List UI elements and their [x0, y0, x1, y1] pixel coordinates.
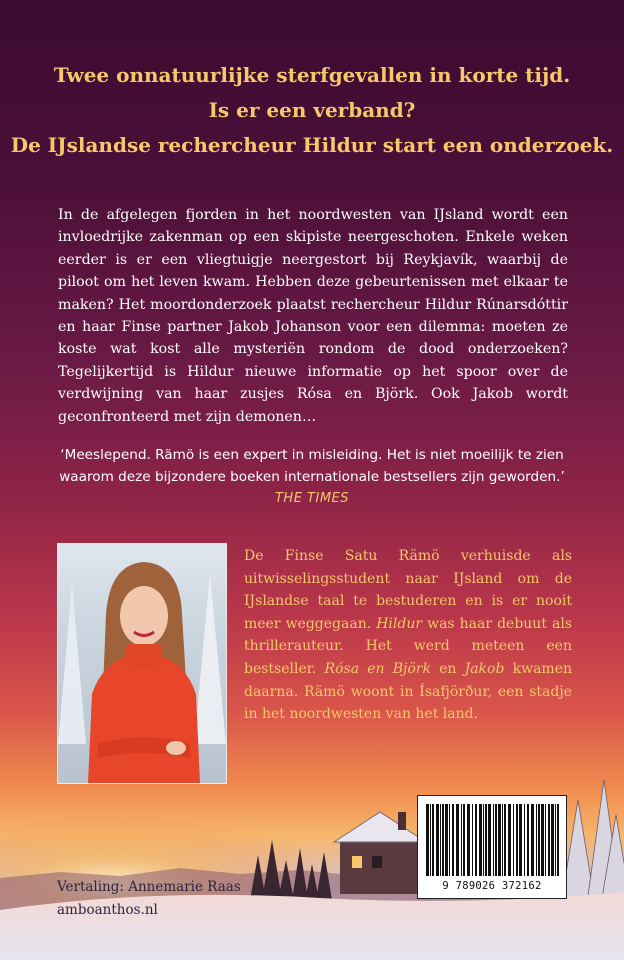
barcode-bar	[452, 804, 454, 876]
book-title-rosa-en-bjork: Rósa en Björk	[324, 660, 431, 677]
barcode-bar	[502, 804, 503, 876]
barcode-bar	[498, 804, 501, 876]
barcode-bar	[538, 804, 540, 876]
barcode-bar	[461, 804, 462, 876]
barcode-bar	[555, 804, 556, 876]
isbn-barcode	[417, 795, 567, 899]
barcode-bar	[479, 804, 482, 876]
barcode-bar	[440, 804, 441, 876]
author-portrait-image	[58, 544, 226, 783]
barcode-bar	[493, 804, 494, 876]
barcode-bar	[488, 804, 491, 876]
barcode-bar	[432, 804, 434, 876]
bio-text-3: en	[430, 660, 465, 677]
barcode-bar	[463, 804, 465, 876]
headline-line-2: Is er een verband?	[208, 98, 416, 122]
barcode-bar	[524, 804, 525, 876]
book-title-hildur: Hildur	[376, 615, 423, 632]
barcode-bar	[430, 804, 431, 876]
barcode-bar	[513, 804, 514, 876]
quote-text: ‘Meeslepend. Rämö is een expert in misleiding. Het is niet moeilijk te zien waarom deze bijzondere boeken internationale bestsellers zijn geworden.’	[59, 447, 565, 485]
barcode-bar	[548, 804, 550, 876]
barcode-bar	[545, 804, 546, 876]
barcode-bar	[472, 804, 473, 876]
barcode-bar	[449, 804, 450, 876]
headline-line-1: Twee onnatuurlijke sterfgevallen in korte tijd.	[53, 63, 571, 87]
barcode-bar	[508, 804, 511, 876]
barcode-bar	[485, 804, 487, 876]
bio-text-2: was haar debuut als thrillerauteur. Het werd meteen een bestseller.	[244, 615, 572, 677]
barcode-bar	[495, 804, 497, 876]
barcode-bar	[541, 804, 544, 876]
quote-source: THE TIMES	[274, 491, 350, 506]
publisher-website: amboanthos.nl	[57, 902, 158, 918]
isbn-digits: 9 789026 372162	[442, 880, 542, 892]
credits	[57, 876, 241, 922]
barcode-bar	[531, 804, 534, 876]
author-photo	[57, 543, 227, 784]
headline	[0, 58, 624, 163]
barcode-bar	[456, 804, 459, 876]
barcode-bar	[527, 804, 529, 876]
barcode-bar	[467, 804, 470, 876]
barcode-bar	[445, 804, 448, 876]
barcode-bar	[426, 804, 429, 876]
author-bio	[244, 545, 572, 726]
barcode-bar	[483, 804, 484, 876]
barcode-bar	[551, 804, 554, 876]
barcode-bar	[516, 804, 518, 876]
barcode-bar	[536, 804, 537, 876]
headline-line-3: De IJslandse rechercheur Hildur start een onderzoek.	[10, 133, 614, 157]
translator-credit: Vertaling: Annemarie Raas	[57, 879, 241, 895]
bio-text-4: kwamen daarna. Rämö woont in Ísafjörður, een stadje in het noordwesten van het land.	[244, 660, 573, 723]
barcode-bars-icon	[418, 796, 566, 880]
bio-text-1: De Finse Satu Rämö verhuisde als uitwisselingsstudent naar IJsland om de IJslandse taal te bestuderen en is er nooit meer weggegaan.	[244, 548, 572, 632]
barcode-bar	[475, 804, 477, 876]
review-quote	[40, 444, 584, 510]
book-title-jakob: Jakob	[464, 660, 505, 677]
barcode-bar	[436, 804, 439, 876]
barcode-bar	[557, 804, 559, 876]
blurb-text: In de afgelegen fjorden in het noordwesten van IJsland wordt een invloedrijke zakenman op een skipiste neergeschoten. Enkele weken eerder is er een vliegtuigje neergestort bij Reykjavík, waarbij de piloot om het leven kwam. Hebben deze gebeurtenissen met elkaar te maken? Het moordonderzoek plaatst rechercheur Hildur Rúnarsdóttir en haar Finse partner Jakob Johanson voor een dilemma: moeten ze koste wat kost alle mysteriën rondom de dood onderzoeken? Tegelijkertijd is Hildur nieuwe informatie op het spoor over de verdwijning van haar zusjes Rósa en Björk. Ook Jakob wordt geconfronteerd met zijn demonen…	[58, 207, 568, 425]
barcode-bar	[504, 804, 506, 876]
barcode-bar	[442, 804, 444, 876]
barcode-bar	[519, 804, 522, 876]
